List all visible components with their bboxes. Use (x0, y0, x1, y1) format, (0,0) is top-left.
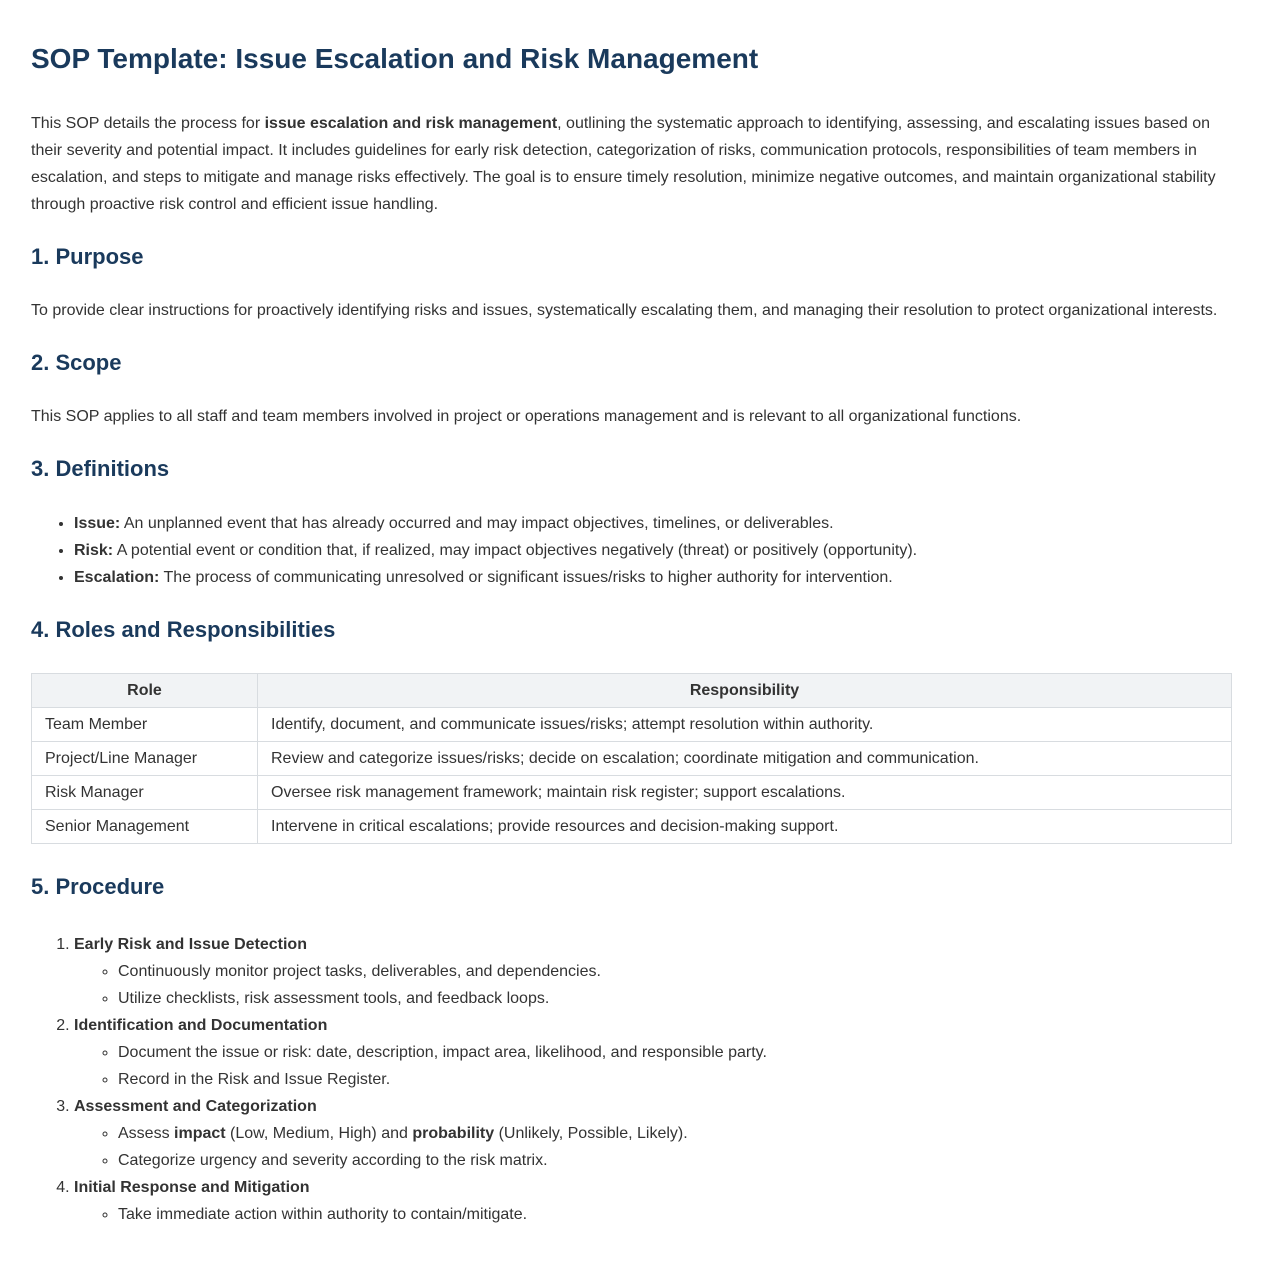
procedure-substep: ◦ Document the issue or risk: date, description, impact area, likelihood, and responsible party. (118, 1039, 1232, 1066)
role-cell: Project/Line Manager (32, 742, 258, 776)
intro-text-after: , outlining the systematic approach to identifying, assessing, and escalating issues based on their severity and potential impact. It includes guidelines for early risk detection, categorization of risks, communication protocols, responsibilities of team members in escalation, and steps to mitigate and manage risks effectively. The goal is to ensure timely resolution, minimize negative outcomes, and maintain organizational stability through proactive risk control and efficient issue handling. (31, 114, 1216, 213)
definition-term: Issue: (74, 514, 121, 532)
definition-term: Risk: (74, 541, 114, 559)
scope-paragraph: This SOP applies to all staff and team members involved in project or operations management and is relevant to all organizational functions. (31, 408, 1022, 426)
definition-item-risk (74, 537, 1232, 564)
substep-text: Assess (118, 1124, 175, 1142)
responsibility-cell: Intervene in critical escalations; provide resources and decision-making support. (258, 810, 1232, 844)
table-row (32, 708, 1232, 742)
definition-item-issue (74, 510, 1232, 537)
responsibility-cell: Identify, document, and communicate issues/risks; attempt resolution within authority. (258, 708, 1232, 742)
section-heading-procedure: 5. Procedure (31, 874, 165, 900)
intro-paragraph (31, 110, 1232, 218)
section-heading-purpose: 1. Purpose (31, 243, 144, 269)
substep-text: (Low, Medium, High) and (225, 1124, 413, 1142)
substep-text: (Unlikely, Possible, Likely). (494, 1124, 688, 1142)
section-heading-scope: 2. Scope (31, 349, 122, 375)
procedure-substep: ◦ Utilize checklists, risk assessment tools, and feedback loops. (118, 985, 1232, 1012)
definitions-list (31, 510, 1232, 591)
definition-text: The process of communicating unresolved or significant issues/risks to higher authority for intervention. (159, 568, 893, 586)
role-cell: Team Member (32, 708, 258, 742)
procedure-substep (118, 1120, 1232, 1147)
procedure-step-title: Identification and Documentation (74, 1016, 328, 1034)
procedure-substep: ◦ Record in the Risk and Issue Register. (118, 1066, 1232, 1093)
definition-text: A potential event or condition that, if realized, may impact objectives negatively (threat) or positively (opportunity). (113, 541, 918, 559)
definition-term: Escalation: (74, 568, 160, 586)
procedure-step-title: Initial Response and Mitigation (74, 1178, 310, 1196)
intro-bold-phrase: issue escalation and risk management (264, 114, 558, 132)
intro-text-before: This SOP details the process for (31, 114, 265, 132)
procedure-step-early-risk-detection (74, 931, 1232, 1012)
procedure-substep: ◦ Take immediate action within authority to contain/mitigate. (118, 1201, 1232, 1228)
procedure-step-identification-documentation (74, 1012, 1232, 1093)
responsibility-cell: Review and categorize issues/risks; decide on escalation; coordinate mitigation and communication. (258, 742, 1232, 776)
role-cell: Risk Manager (32, 776, 258, 810)
table-header-row (32, 674, 1232, 708)
procedure-substeps (74, 1039, 1232, 1093)
document-page (0, 42, 1263, 1228)
definition-item-escalation (74, 564, 1232, 591)
procedure-step-assessment-categorization (74, 1093, 1232, 1174)
table-row (32, 810, 1232, 844)
page-title: SOP Template: Issue Escalation and Risk Management (31, 43, 759, 74)
substep-bold-impact: impact (174, 1124, 226, 1142)
procedure-substep: ◦ Categorize urgency and severity according to the risk matrix. (118, 1147, 1232, 1174)
table-header-role: Role (32, 674, 258, 708)
definition-text: An unplanned event that has already occurred and may impact objectives, timelines, or deliverables. (120, 514, 834, 532)
table-row (32, 742, 1232, 776)
procedure-step-title: Early Risk and Issue Detection (74, 935, 307, 953)
section-heading-definitions: 3. Definitions (31, 456, 170, 482)
procedure-substep: ◦ Continuously monitor project tasks, deliverables, and dependencies. (118, 958, 1232, 985)
procedure-substeps (74, 1201, 1232, 1228)
responsibility-cell: Oversee risk management framework; maintain risk register; support escalations. (258, 776, 1232, 810)
procedure-list (31, 931, 1232, 1228)
procedure-substeps (74, 958, 1232, 1012)
procedure-step-title: Assessment and Categorization (74, 1097, 317, 1115)
table-header-responsibility: Responsibility (258, 674, 1232, 708)
section-heading-roles: 4. Roles and Responsibilities (31, 616, 336, 642)
substep-bold-probability: probability (412, 1124, 495, 1142)
purpose-paragraph: To provide clear instructions for proactively identifying risks and issues, systematically escalating them, and managing their resolution to protect organizational interests. (31, 301, 1218, 319)
table-row (32, 776, 1232, 810)
role-cell: Senior Management (32, 810, 258, 844)
roles-table (31, 673, 1232, 844)
procedure-substeps (74, 1120, 1232, 1174)
procedure-step-initial-response-mitigation (74, 1174, 1232, 1228)
